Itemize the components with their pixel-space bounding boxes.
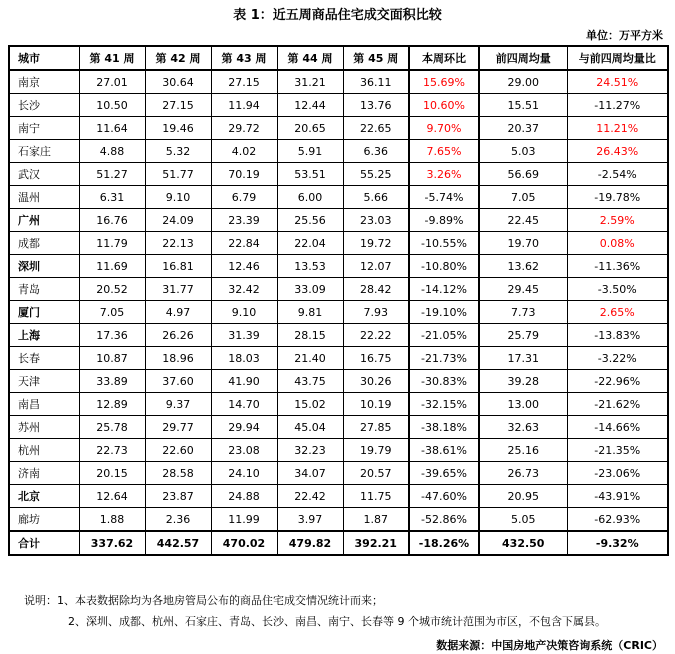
week-43-cell: 18.03 [211, 347, 277, 370]
week-41-cell: 12.89 [79, 393, 145, 416]
four-week-average-cell: 7.05 [479, 186, 567, 209]
week-45-cell: 36.11 [343, 70, 409, 94]
city-cell: 深圳 [9, 255, 79, 278]
week-45-cell: 5.66 [343, 186, 409, 209]
week-42-cell: 29.77 [145, 416, 211, 439]
city-cell: 廊坊 [9, 508, 79, 532]
header-vs-average: 与前四周均量比 [567, 46, 668, 70]
week-42-cell: 18.96 [145, 347, 211, 370]
city-cell: 天津 [9, 370, 79, 393]
week-43-cell: 11.99 [211, 508, 277, 532]
week-45-cell: 55.25 [343, 163, 409, 186]
four-week-average-cell: 39.28 [479, 370, 567, 393]
four-week-average-cell: 25.79 [479, 324, 567, 347]
week-over-week-cell: 10.60% [409, 94, 479, 117]
week-42-cell: 26.26 [145, 324, 211, 347]
four-week-average-cell: 29.45 [479, 278, 567, 301]
week-41-cell: 20.15 [79, 462, 145, 485]
header-week-41: 第 41 周 [79, 46, 145, 70]
total-week-45: 392.21 [343, 531, 409, 555]
four-week-average-cell: 17.31 [479, 347, 567, 370]
week-44-cell: 28.15 [277, 324, 343, 347]
vs-average-cell: 24.51% [567, 70, 668, 94]
city-cell: 厦门 [9, 301, 79, 324]
table-row [9, 70, 668, 94]
table-row [9, 186, 668, 209]
city-cell: 长沙 [9, 94, 79, 117]
week-44-cell: 22.42 [277, 485, 343, 508]
vs-average-cell: 11.21% [567, 117, 668, 140]
four-week-average-cell: 19.70 [479, 232, 567, 255]
week-45-cell: 16.75 [343, 347, 409, 370]
four-week-average-cell: 5.03 [479, 140, 567, 163]
week-42-cell: 22.13 [145, 232, 211, 255]
week-over-week-cell: -10.55% [409, 232, 479, 255]
vs-average-cell: -43.91% [567, 485, 668, 508]
four-week-average-cell: 20.37 [479, 117, 567, 140]
week-41-cell: 12.64 [79, 485, 145, 508]
week-45-cell: 22.65 [343, 117, 409, 140]
week-44-cell: 33.09 [277, 278, 343, 301]
table-row [9, 232, 668, 255]
week-over-week-cell: -52.86% [409, 508, 479, 532]
footnote-1: 说明：1、本表数据除均为各地房管局公布的商品住宅成交情况统计而来； [24, 594, 383, 607]
week-43-cell: 41.90 [211, 370, 277, 393]
week-over-week-cell: -38.61% [409, 439, 479, 462]
week-43-cell: 4.02 [211, 140, 277, 163]
week-44-cell: 22.04 [277, 232, 343, 255]
week-over-week-cell: 7.65% [409, 140, 479, 163]
week-over-week-cell: -38.18% [409, 416, 479, 439]
week-41-cell: 27.01 [79, 70, 145, 94]
week-43-cell: 14.70 [211, 393, 277, 416]
four-week-average-cell: 26.73 [479, 462, 567, 485]
week-45-cell: 11.75 [343, 485, 409, 508]
week-over-week-cell: -30.83% [409, 370, 479, 393]
city-cell: 南京 [9, 70, 79, 94]
week-42-cell: 30.64 [145, 70, 211, 94]
total-week-41: 337.62 [79, 531, 145, 555]
week-44-cell: 43.75 [277, 370, 343, 393]
total-four-week-average: 432.50 [479, 531, 567, 555]
table-row [9, 301, 668, 324]
week-41-cell: 1.88 [79, 508, 145, 532]
week-43-cell: 23.39 [211, 209, 277, 232]
week-43-cell: 29.94 [211, 416, 277, 439]
week-41-cell: 6.31 [79, 186, 145, 209]
table-row [9, 117, 668, 140]
week-41-cell: 11.79 [79, 232, 145, 255]
vs-average-cell: -11.36% [567, 255, 668, 278]
week-45-cell: 1.87 [343, 508, 409, 532]
week-45-cell: 23.03 [343, 209, 409, 232]
week-41-cell: 33.89 [79, 370, 145, 393]
table-row [9, 508, 668, 532]
week-42-cell: 5.32 [145, 140, 211, 163]
week-over-week-cell: -9.89% [409, 209, 479, 232]
week-44-cell: 32.23 [277, 439, 343, 462]
vs-average-cell: 0.08% [567, 232, 668, 255]
table-row [9, 278, 668, 301]
city-cell: 济南 [9, 462, 79, 485]
total-week-44: 479.82 [277, 531, 343, 555]
week-44-cell: 25.56 [277, 209, 343, 232]
week-42-cell: 16.81 [145, 255, 211, 278]
week-45-cell: 19.79 [343, 439, 409, 462]
table-row [9, 439, 668, 462]
week-43-cell: 32.42 [211, 278, 277, 301]
table-row [9, 255, 668, 278]
week-over-week-cell: -21.73% [409, 347, 479, 370]
four-week-average-cell: 22.45 [479, 209, 567, 232]
week-45-cell: 27.85 [343, 416, 409, 439]
week-45-cell: 28.42 [343, 278, 409, 301]
week-over-week-cell: 3.26% [409, 163, 479, 186]
week-44-cell: 21.40 [277, 347, 343, 370]
four-week-average-cell: 13.00 [479, 393, 567, 416]
week-42-cell: 2.36 [145, 508, 211, 532]
vs-average-cell: -13.83% [567, 324, 668, 347]
four-week-average-cell: 15.51 [479, 94, 567, 117]
table-row [9, 140, 668, 163]
table-title: 表 1：近五周商品住宅成交面积比较 [233, 8, 442, 23]
four-week-average-cell: 20.95 [479, 485, 567, 508]
total-vs-average: -9.32% [567, 531, 668, 555]
header-row [9, 46, 668, 70]
four-week-average-cell: 13.62 [479, 255, 567, 278]
total-week-over-week: -18.26% [409, 531, 479, 555]
week-43-cell: 29.72 [211, 117, 277, 140]
week-41-cell: 7.05 [79, 301, 145, 324]
city-cell: 成都 [9, 232, 79, 255]
vs-average-cell: -14.66% [567, 416, 668, 439]
week-42-cell: 51.77 [145, 163, 211, 186]
city-cell: 北京 [9, 485, 79, 508]
total-row [9, 531, 668, 555]
table-row [9, 485, 668, 508]
week-over-week-cell: -10.80% [409, 255, 479, 278]
week-over-week-cell: -47.60% [409, 485, 479, 508]
week-41-cell: 20.52 [79, 278, 145, 301]
vs-average-cell: 26.43% [567, 140, 668, 163]
week-45-cell: 30.26 [343, 370, 409, 393]
week-43-cell: 31.39 [211, 324, 277, 347]
week-42-cell: 28.58 [145, 462, 211, 485]
vs-average-cell: -19.78% [567, 186, 668, 209]
vs-average-cell: -23.06% [567, 462, 668, 485]
vs-average-cell: -21.62% [567, 393, 668, 416]
week-42-cell: 24.09 [145, 209, 211, 232]
header-week-over-week: 本周环比 [409, 46, 479, 70]
total-label: 合计 [9, 531, 79, 555]
four-week-average-cell: 29.00 [479, 70, 567, 94]
week-44-cell: 5.91 [277, 140, 343, 163]
week-over-week-cell: -32.15% [409, 393, 479, 416]
week-41-cell: 10.50 [79, 94, 145, 117]
week-44-cell: 13.53 [277, 255, 343, 278]
week-45-cell: 13.76 [343, 94, 409, 117]
four-week-average-cell: 25.16 [479, 439, 567, 462]
total-week-43: 470.02 [211, 531, 277, 555]
total-week-42: 442.57 [145, 531, 211, 555]
week-45-cell: 7.93 [343, 301, 409, 324]
week-45-cell: 6.36 [343, 140, 409, 163]
table-row [9, 370, 668, 393]
city-cell: 南宁 [9, 117, 79, 140]
week-42-cell: 19.46 [145, 117, 211, 140]
table-row [9, 347, 668, 370]
week-over-week-cell: -39.65% [409, 462, 479, 485]
four-week-average-cell: 56.69 [479, 163, 567, 186]
week-41-cell: 17.36 [79, 324, 145, 347]
city-cell: 武汉 [9, 163, 79, 186]
week-42-cell: 31.77 [145, 278, 211, 301]
city-cell: 杭州 [9, 439, 79, 462]
week-42-cell: 27.15 [145, 94, 211, 117]
vs-average-cell: -2.54% [567, 163, 668, 186]
week-41-cell: 25.78 [79, 416, 145, 439]
table-row [9, 393, 668, 416]
week-43-cell: 9.10 [211, 301, 277, 324]
week-45-cell: 22.22 [343, 324, 409, 347]
unit-label: 单位：万平方米 [586, 29, 663, 42]
week-41-cell: 4.88 [79, 140, 145, 163]
header-week-45: 第 45 周 [343, 46, 409, 70]
week-43-cell: 23.08 [211, 439, 277, 462]
table-row [9, 163, 668, 186]
city-cell: 长春 [9, 347, 79, 370]
header-four-week-average: 前四周均量 [479, 46, 567, 70]
city-cell: 广州 [9, 209, 79, 232]
table-row [9, 324, 668, 347]
week-43-cell: 6.79 [211, 186, 277, 209]
table-row [9, 416, 668, 439]
week-43-cell: 24.10 [211, 462, 277, 485]
week-41-cell: 51.27 [79, 163, 145, 186]
header-week-43: 第 43 周 [211, 46, 277, 70]
table-row [9, 94, 668, 117]
week-41-cell: 11.69 [79, 255, 145, 278]
week-44-cell: 3.97 [277, 508, 343, 532]
week-44-cell: 31.21 [277, 70, 343, 94]
city-cell: 南昌 [9, 393, 79, 416]
week-44-cell: 9.81 [277, 301, 343, 324]
week-over-week-cell: -19.10% [409, 301, 479, 324]
week-45-cell: 10.19 [343, 393, 409, 416]
week-over-week-cell: -14.12% [409, 278, 479, 301]
week-41-cell: 11.64 [79, 117, 145, 140]
week-41-cell: 10.87 [79, 347, 145, 370]
week-over-week-cell: 15.69% [409, 70, 479, 94]
week-over-week-cell: -21.05% [409, 324, 479, 347]
week-43-cell: 24.88 [211, 485, 277, 508]
week-43-cell: 12.46 [211, 255, 277, 278]
week-over-week-cell: 9.70% [409, 117, 479, 140]
city-cell: 石家庄 [9, 140, 79, 163]
week-45-cell: 12.07 [343, 255, 409, 278]
header-week-42: 第 42 周 [145, 46, 211, 70]
header-city: 城市 [9, 46, 79, 70]
week-45-cell: 20.57 [343, 462, 409, 485]
week-43-cell: 70.19 [211, 163, 277, 186]
week-44-cell: 53.51 [277, 163, 343, 186]
week-42-cell: 9.10 [145, 186, 211, 209]
week-42-cell: 9.37 [145, 393, 211, 416]
four-week-average-cell: 5.05 [479, 508, 567, 532]
week-42-cell: 4.97 [145, 301, 211, 324]
week-42-cell: 23.87 [145, 485, 211, 508]
vs-average-cell: 2.65% [567, 301, 668, 324]
week-43-cell: 11.94 [211, 94, 277, 117]
four-week-average-cell: 7.73 [479, 301, 567, 324]
week-44-cell: 6.00 [277, 186, 343, 209]
data-source: 数据来源：中国房地产决策咨询系统（CRIC） [436, 639, 663, 652]
week-41-cell: 22.73 [79, 439, 145, 462]
area-comparison-table [8, 45, 669, 556]
city-cell: 青岛 [9, 278, 79, 301]
week-44-cell: 34.07 [277, 462, 343, 485]
week-43-cell: 27.15 [211, 70, 277, 94]
vs-average-cell: -3.50% [567, 278, 668, 301]
vs-average-cell: -62.93% [567, 508, 668, 532]
city-cell: 温州 [9, 186, 79, 209]
four-week-average-cell: 32.63 [479, 416, 567, 439]
week-42-cell: 37.60 [145, 370, 211, 393]
week-44-cell: 20.65 [277, 117, 343, 140]
city-cell: 上海 [9, 324, 79, 347]
week-41-cell: 16.76 [79, 209, 145, 232]
week-over-week-cell: -5.74% [409, 186, 479, 209]
week-44-cell: 45.04 [277, 416, 343, 439]
city-cell: 苏州 [9, 416, 79, 439]
footnote-2: 2、深圳、成都、杭州、石家庄、青岛、长沙、南昌、南宁、长春等 9 个城市统计范围为市区，不包含下属县。 [68, 615, 606, 628]
header-week-44: 第 44 周 [277, 46, 343, 70]
vs-average-cell: 2.59% [567, 209, 668, 232]
vs-average-cell: -21.35% [567, 439, 668, 462]
week-44-cell: 15.02 [277, 393, 343, 416]
week-44-cell: 12.44 [277, 94, 343, 117]
week-42-cell: 22.60 [145, 439, 211, 462]
vs-average-cell: -3.22% [567, 347, 668, 370]
week-45-cell: 19.72 [343, 232, 409, 255]
vs-average-cell: -22.96% [567, 370, 668, 393]
week-43-cell: 22.84 [211, 232, 277, 255]
table-row [9, 209, 668, 232]
table-row [9, 462, 668, 485]
vs-average-cell: -11.27% [567, 94, 668, 117]
